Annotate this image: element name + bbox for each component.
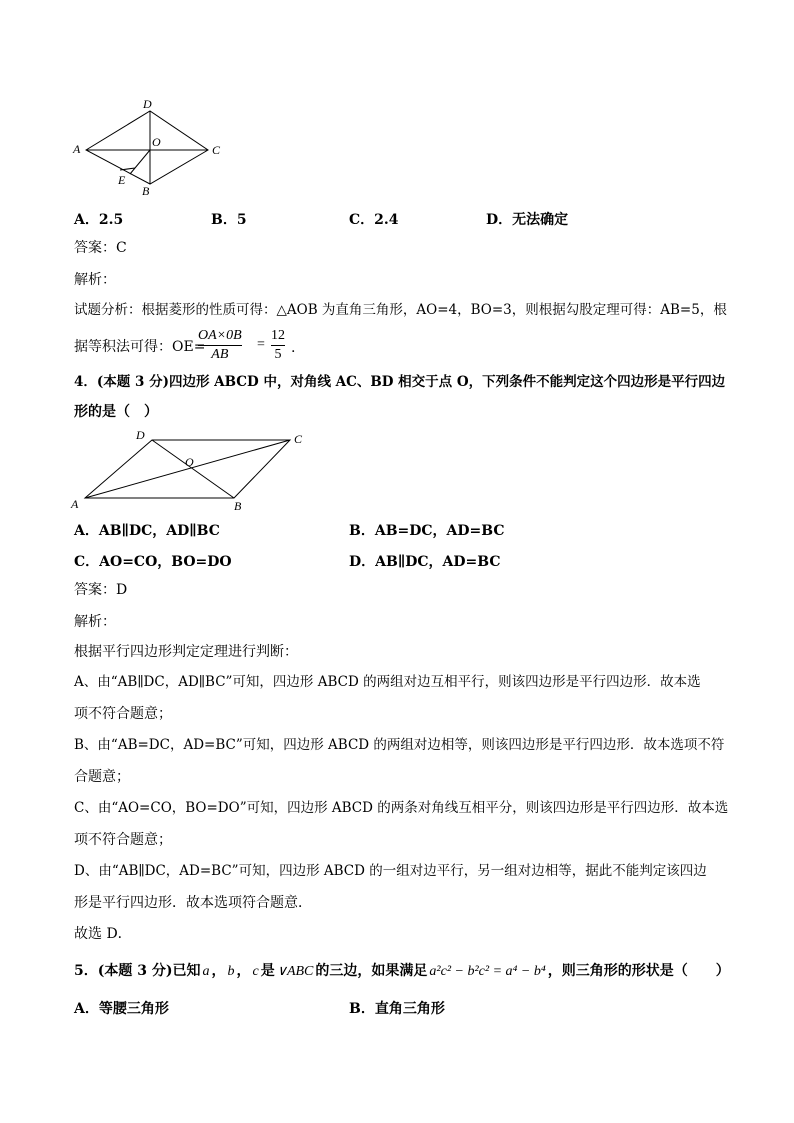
equals-sign: = <box>257 337 265 352</box>
q4-analysis-line: 根据平行四边形判定定理进行判断： <box>74 644 298 660</box>
q5-option-a: A．等腰三角形 <box>74 1001 169 1017</box>
q4-analysis-line: 故选 D． <box>74 926 132 942</box>
q4-analysis-line: 形是平行四边形．故本选项符合题意． <box>74 895 312 911</box>
rhombus-figure <box>68 96 228 200</box>
q4-option-d: D．AB∥DC，AD=BC <box>349 554 501 570</box>
q4-analysis-label: 解析： <box>74 614 116 630</box>
q3-answer: 答案：C <box>74 240 127 256</box>
label-C: C <box>294 432 303 446</box>
q3-option-c: C．2.4 <box>349 212 399 228</box>
label-B: B <box>142 184 150 198</box>
label-A: A <box>73 142 81 156</box>
q4-stem-line1: 4．(本题 3 分)四边形 ABCD 中，对角线 AC、BD 相交于点 O，下列条件不能判定这个四边形是平行四边 <box>74 374 726 390</box>
q4-analysis-line: 合题意； <box>74 769 130 785</box>
fraction-12-5: 12 5 <box>271 328 285 362</box>
q4-answer: 答案：D <box>74 582 128 598</box>
label-C: C <box>212 143 221 157</box>
q3-option-a: A．2.5 <box>74 212 124 228</box>
label-O: O <box>152 135 161 149</box>
q4-analysis-line: 项不符合题意； <box>74 832 172 848</box>
q5-stem: 5．(本题 3 分)已知 a ， b ， c 是 ∨ABC 的三边，如果满足 a²c² − b²c² = a⁴ − b⁴ ，则三角形的形状是（ ） <box>74 963 730 979</box>
q4-option-b: B．AB=DC，AD=BC <box>349 523 505 539</box>
q3-option-b: B．5 <box>211 212 247 228</box>
period: . <box>291 340 296 356</box>
label-B: B <box>234 499 242 513</box>
q4-option-a: A．AB∥DC，AD∥BC <box>74 523 220 539</box>
q3-analysis-line1: 试题分析：根据菱形的性质可得：△AOB 为直角三角形，AO=4，BO=3，则根据勾股定理可得：AB=5，根 <box>74 302 727 318</box>
q4-stem-line2: 形的是（ ） <box>74 404 158 420</box>
q4-option-c: C．AO=CO，BO=DO <box>74 554 232 570</box>
q4-analysis-line: C、由“AO=CO，BO=DO”可知，四边形 ABCD 的两条对角线互相平分，则该四边形是平行四边形．故本选 <box>74 800 729 816</box>
label-D: D <box>143 97 152 111</box>
q4-analysis-line: A、由“AB∥DC，AD∥BC”可知，四边形 ABCD 的两组对边互相平行，则该四边形是平行四边形．故本选 <box>74 674 701 690</box>
q4-analysis-line: B、由“AB=DC，AD=BC”可知，四边形 ABCD 的两组对边相等，则该四边形是平行四边形．故本选项不符 <box>74 737 725 753</box>
label-A: A <box>71 497 79 511</box>
label-D: D <box>136 428 145 442</box>
q3-analysis-line2: 据等积法可得：OE= <box>74 339 206 355</box>
q3-option-d: D．无法确定 <box>486 212 569 228</box>
q3-analysis-label: 解析： <box>74 272 116 288</box>
q5-option-b: B．直角三角形 <box>349 1001 445 1017</box>
label-O: O <box>185 455 194 469</box>
q4-analysis-line: D、由“AB∥DC，AD=BC”可知，四边形 ABCD 的一组对边平行，另一组对边相等，据此不能判定该四边 <box>74 863 707 879</box>
q4-analysis-line: 项不符合题意； <box>74 706 172 722</box>
fraction-oa-ob-ab: OA×0B AB <box>198 328 242 362</box>
parallelogram-figure <box>68 426 313 514</box>
label-E: E <box>118 173 126 187</box>
